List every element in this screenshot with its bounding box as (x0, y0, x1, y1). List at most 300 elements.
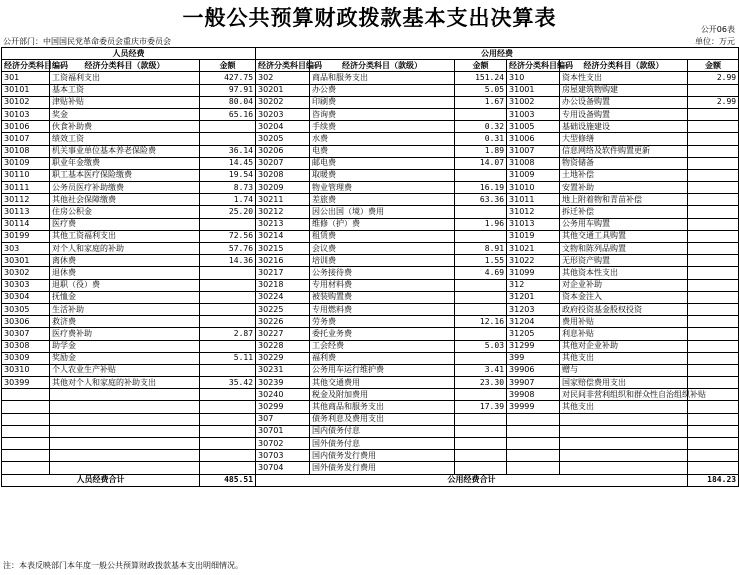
cell-amount: 0.31 (455, 133, 507, 145)
table-row (2, 145, 739, 157)
cell-code: 30310 (2, 364, 50, 376)
group-personnel-header: 人员经费 (2, 48, 256, 60)
table-row (2, 133, 739, 145)
cell-code: 30211 (256, 194, 310, 206)
cell-amount (455, 169, 507, 181)
cell-amount (455, 413, 507, 425)
cell-amount (688, 279, 739, 291)
cell-amount: 0.32 (455, 121, 507, 133)
cell-name: 退职（役）费 (50, 279, 200, 291)
cell-name: 税金及附加费用 (310, 389, 455, 401)
cell-name (560, 425, 688, 437)
table-row (2, 206, 739, 218)
cell-amount (688, 340, 739, 352)
cell-name: 其他支出 (560, 352, 688, 364)
cell-amount (455, 303, 507, 315)
cell-code: 30240 (256, 389, 310, 401)
cell-amount (455, 450, 507, 462)
cell-amount: 25.20 (200, 206, 256, 218)
cell-code: 30112 (2, 194, 50, 206)
cell-code: 30308 (2, 340, 50, 352)
cell-amount (688, 316, 739, 328)
cell-code: 30701 (256, 425, 310, 437)
cell-amount (688, 194, 739, 206)
cell-code: 30102 (2, 96, 50, 108)
cell-name: 印刷费 (310, 96, 455, 108)
cell-amount (200, 425, 256, 437)
cell-name: 其他资本性支出 (560, 267, 688, 279)
cell-amount (455, 352, 507, 364)
cell-code: 30215 (256, 243, 310, 255)
personnel-total-label: 人员经费合计 (2, 474, 200, 486)
cell-code: 31006 (507, 133, 560, 145)
cell-amount: 5.03 (455, 340, 507, 352)
cell-name: 医疗费补助 (50, 328, 200, 340)
cell-name: 邮电费 (310, 157, 455, 169)
cell-amount: 63.36 (455, 194, 507, 206)
cell-amount: 12.16 (455, 316, 507, 328)
cell-code: 31007 (507, 145, 560, 157)
cell-code: 30213 (256, 218, 310, 230)
cell-code: 31299 (507, 340, 560, 352)
table-row (2, 194, 739, 206)
col-code-header: 经济分类科目编码 (256, 60, 310, 72)
cell-amount: 14.07 (455, 157, 507, 169)
cell-name: 委托业务费 (310, 328, 455, 340)
cell-name: 文物和陈列品购置 (560, 243, 688, 255)
cell-amount (688, 438, 739, 450)
cell-name: 取暖费 (310, 169, 455, 181)
cell-name: 差旅费 (310, 194, 455, 206)
cell-amount (688, 352, 739, 364)
cell-name: 土地补偿 (560, 169, 688, 181)
cell-amount (688, 84, 739, 96)
group-public-header: 公用经费 (256, 48, 739, 60)
cell-code: 399 (507, 352, 560, 364)
col-name-header: 经济分类科目（款级） (310, 60, 455, 72)
cell-name: 大型修缮 (560, 133, 688, 145)
cell-code: 31009 (507, 169, 560, 181)
cell-name: 公务接待费 (310, 267, 455, 279)
table-row (2, 328, 739, 340)
cell-code: 30303 (2, 279, 50, 291)
cell-amount: 36.14 (200, 145, 256, 157)
cell-amount (455, 206, 507, 218)
cell-code: 30114 (2, 218, 50, 230)
cell-code: 30217 (256, 267, 310, 279)
cell-code (507, 438, 560, 450)
cell-amount (688, 182, 739, 194)
table-row (2, 157, 739, 169)
cell-name: 公务员医疗补助缴费 (50, 182, 200, 194)
department-label: 公开部门：中国国民党革命委员会重庆市委员会 (3, 37, 171, 46)
table-row (2, 413, 739, 425)
cell-code (507, 413, 560, 425)
cell-amount: 14.36 (200, 255, 256, 267)
table-row (2, 401, 739, 413)
cell-name: 手续费 (310, 121, 455, 133)
cell-code: 31011 (507, 194, 560, 206)
cell-name (50, 425, 200, 437)
cell-amount (688, 145, 739, 157)
cell-name: 安置补助 (560, 182, 688, 194)
cell-name (50, 401, 200, 413)
cell-amount (688, 291, 739, 303)
cell-code: 30110 (2, 169, 50, 181)
cell-name: 专用材料费 (310, 279, 455, 291)
form-code: 公开06表 (700, 25, 735, 34)
cell-name: 专用燃料费 (310, 303, 455, 315)
cell-code: 30225 (256, 303, 310, 315)
page-title: 一般公共预算财政拨款基本支出决算表 (182, 6, 557, 30)
cell-name: 拆迁补偿 (560, 206, 688, 218)
cell-amount (200, 450, 256, 462)
cell-code: 30399 (2, 377, 50, 389)
table-row (2, 316, 739, 328)
cell-code: 30113 (2, 206, 50, 218)
cell-name: 住房公积金 (50, 206, 200, 218)
cell-name: 对个人和家庭的补助 (50, 243, 200, 255)
cell-code: 301 (2, 72, 50, 84)
col-name-header: 经济分类科目（款级） (50, 60, 200, 72)
cell-name: 奖励金 (50, 352, 200, 364)
cell-amount (688, 133, 739, 145)
cell-amount: 97.91 (200, 84, 256, 96)
cell-name: 基本工资 (50, 84, 200, 96)
cell-amount (688, 218, 739, 230)
cell-amount (200, 218, 256, 230)
table-row (2, 243, 739, 255)
cell-name: 其他交通费用 (310, 377, 455, 389)
cell-name: 公务用车购置 (560, 218, 688, 230)
cell-amount (688, 169, 739, 181)
cell-name: 商品和服务支出 (310, 72, 455, 84)
cell-code: 30212 (256, 206, 310, 218)
cell-code: 30208 (256, 169, 310, 181)
cell-name: 对企业补助 (560, 279, 688, 291)
cell-code: 30231 (256, 364, 310, 376)
cell-name: 费用补贴 (560, 316, 688, 328)
cell-amount: 72.56 (200, 230, 256, 242)
cell-code: 30218 (256, 279, 310, 291)
cell-code: 30209 (256, 182, 310, 194)
cell-amount: 14.45 (200, 157, 256, 169)
cell-code: 30106 (2, 121, 50, 133)
cell-name (50, 438, 200, 450)
cell-amount: 8.91 (455, 243, 507, 255)
cell-code: 30703 (256, 450, 310, 462)
cell-name (560, 438, 688, 450)
cell-name (560, 462, 688, 474)
cell-name: 物业管理费 (310, 182, 455, 194)
expenditure-table (1, 47, 739, 487)
cell-code (2, 401, 50, 413)
cell-amount: 1.74 (200, 194, 256, 206)
cell-name: 个人农业生产补贴 (50, 364, 200, 376)
table-body (2, 72, 739, 474)
cell-amount (455, 389, 507, 401)
table-row (2, 462, 739, 474)
cell-name (560, 450, 688, 462)
cell-code: 30704 (256, 462, 310, 474)
cell-amount (200, 267, 256, 279)
cell-code: 30702 (256, 438, 310, 450)
cell-name: 利息补贴 (560, 328, 688, 340)
cell-amount: 3.41 (455, 364, 507, 376)
table-row (2, 255, 739, 267)
cell-name: 水费 (310, 133, 455, 145)
cell-amount (455, 328, 507, 340)
cell-code: 31201 (507, 291, 560, 303)
cell-amount: 57.76 (200, 243, 256, 255)
cell-name: 医疗费 (50, 218, 200, 230)
cell-code (507, 462, 560, 474)
table-row (2, 84, 739, 96)
cell-amount: 17.39 (455, 401, 507, 413)
cell-amount (200, 303, 256, 315)
col-amount-header: 金额 (455, 60, 507, 72)
cell-name: 救济费 (50, 316, 200, 328)
cell-code (2, 450, 50, 462)
cell-code: 31012 (507, 206, 560, 218)
cell-amount (200, 340, 256, 352)
cell-amount: 35.42 (200, 377, 256, 389)
cell-amount: 65.16 (200, 108, 256, 120)
cell-name: 地上附着物和青苗补偿 (560, 194, 688, 206)
cell-code: 303 (2, 243, 50, 255)
cell-code: 30216 (256, 255, 310, 267)
cell-name: 国外债务付息 (310, 438, 455, 450)
footnote: 注：本表反映部门本年度一般公共预算财政拨款基本支出明细情况。 (3, 561, 243, 570)
cell-name: 赠与 (560, 364, 688, 376)
cell-amount (688, 328, 739, 340)
cell-code: 312 (507, 279, 560, 291)
cell-amount (455, 438, 507, 450)
cell-code: 302 (256, 72, 310, 84)
cell-name: 离休费 (50, 255, 200, 267)
table-row (2, 121, 739, 133)
cell-name: 职业年金缴费 (50, 157, 200, 169)
cell-amount (200, 413, 256, 425)
cell-name: 其他对个人和家庭的补助支出 (50, 377, 200, 389)
cell-amount: 1.89 (455, 145, 507, 157)
cell-amount: 16.19 (455, 182, 507, 194)
table-row (2, 425, 739, 437)
cell-amount (200, 279, 256, 291)
cell-amount (688, 364, 739, 376)
cell-code: 39906 (507, 364, 560, 376)
cell-amount (688, 450, 739, 462)
cell-code (507, 425, 560, 437)
cell-name: 租赁费 (310, 230, 455, 242)
cell-code: 30206 (256, 145, 310, 157)
cell-name: 职工基本医疗保险缴费 (50, 169, 200, 181)
cell-code: 31204 (507, 316, 560, 328)
cell-code: 30302 (2, 267, 50, 279)
cell-amount: 19.54 (200, 169, 256, 181)
cell-name: 抚恤金 (50, 291, 200, 303)
cell-code: 30108 (2, 145, 50, 157)
col-amount-header: 金额 (200, 60, 256, 72)
cell-code: 31205 (507, 328, 560, 340)
table-row (2, 340, 739, 352)
cell-name: 机关事业单位基本养老保险费 (50, 145, 200, 157)
cell-code: 30205 (256, 133, 310, 145)
cell-amount (200, 291, 256, 303)
cell-name: 维修（护）费 (310, 218, 455, 230)
cell-name: 其他商品和服务支出 (310, 401, 455, 413)
cell-name: 国外债务发行费用 (310, 462, 455, 474)
cell-amount (688, 377, 739, 389)
cell-code (2, 438, 50, 450)
cell-name: 咨询费 (310, 108, 455, 120)
cell-amount (455, 230, 507, 242)
cell-code: 30299 (256, 401, 310, 413)
cell-code: 39999 (507, 401, 560, 413)
cell-name: 专用设备购置 (560, 108, 688, 120)
cell-name: 培训费 (310, 255, 455, 267)
cell-code: 30307 (2, 328, 50, 340)
cell-amount (455, 279, 507, 291)
cell-code: 30305 (2, 303, 50, 315)
cell-name: 其他社会保障缴费 (50, 194, 200, 206)
cell-amount: 1.67 (455, 96, 507, 108)
public-total-amount: 184.23 (688, 474, 739, 486)
cell-name: 无形资产购置 (560, 255, 688, 267)
cell-amount (688, 425, 739, 437)
cell-name: 生活补助 (50, 303, 200, 315)
cell-name: 国内债务发行费用 (310, 450, 455, 462)
cell-amount (200, 316, 256, 328)
cell-amount: 5.11 (200, 352, 256, 364)
cell-name (50, 462, 200, 474)
cell-name: 房屋建筑物购建 (560, 84, 688, 96)
cell-name: 信息网络及软件购置更新 (560, 145, 688, 157)
table-row (2, 72, 739, 84)
cell-code: 31013 (507, 218, 560, 230)
cell-name: 物资储备 (560, 157, 688, 169)
cell-code: 30207 (256, 157, 310, 169)
cell-name: 基础设施建设 (560, 121, 688, 133)
cell-name: 伙食补助费 (50, 121, 200, 133)
table-row (2, 438, 739, 450)
cell-amount (688, 462, 739, 474)
cell-name: 其他支出 (560, 401, 688, 413)
cell-amount (688, 303, 739, 315)
cell-code: 31099 (507, 267, 560, 279)
cell-code: 30103 (2, 108, 50, 120)
cell-code (2, 425, 50, 437)
cell-name: 其他交通工具购置 (560, 230, 688, 242)
cell-code: 30202 (256, 96, 310, 108)
cell-code: 30226 (256, 316, 310, 328)
cell-name: 绩效工资 (50, 133, 200, 145)
table-row (2, 108, 739, 120)
cell-code: 30204 (256, 121, 310, 133)
cell-code: 31021 (507, 243, 560, 255)
cell-code: 307 (256, 413, 310, 425)
cell-code: 30201 (256, 84, 310, 96)
cell-code: 31002 (507, 96, 560, 108)
cell-amount (688, 255, 739, 267)
cell-code: 30111 (2, 182, 50, 194)
cell-amount (200, 389, 256, 401)
cell-amount: 151.24 (455, 72, 507, 84)
cell-code: 31005 (507, 121, 560, 133)
col-amount-header: 金额 (688, 60, 739, 72)
cell-code: 30107 (2, 133, 50, 145)
cell-code: 31203 (507, 303, 560, 315)
cell-amount: 8.73 (200, 182, 256, 194)
cell-amount (688, 267, 739, 279)
table-row (2, 450, 739, 462)
cell-amount (688, 157, 739, 169)
public-total-label: 公用经费合计 (256, 474, 688, 486)
cell-code: 31001 (507, 84, 560, 96)
cell-name: 会议费 (310, 243, 455, 255)
cell-name: 办公设备购置 (560, 96, 688, 108)
cell-name: 退休费 (50, 267, 200, 279)
cell-amount: 2.99 (688, 72, 739, 84)
cell-amount: 5.05 (455, 84, 507, 96)
cell-code: 31010 (507, 182, 560, 194)
cell-name: 资本性支出 (560, 72, 688, 84)
cell-name: 助学金 (50, 340, 200, 352)
cell-amount (200, 462, 256, 474)
cell-name: 公务用车运行维护费 (310, 364, 455, 376)
cell-amount (455, 291, 507, 303)
cell-amount (200, 121, 256, 133)
table-row (2, 96, 739, 108)
cell-code (507, 450, 560, 462)
cell-name: 电费 (310, 145, 455, 157)
cell-amount (200, 401, 256, 413)
cell-code: 39908 (507, 389, 560, 401)
cell-code: 30109 (2, 157, 50, 169)
cell-amount: 80.04 (200, 96, 256, 108)
cell-amount: 1.55 (455, 255, 507, 267)
cell-amount (200, 133, 256, 145)
cell-amount: 1.96 (455, 218, 507, 230)
col-code-header: 经济分类科目编码 (2, 60, 50, 72)
cell-code: 30239 (256, 377, 310, 389)
cell-name: 政府投资基金股权投资 (560, 303, 688, 315)
cell-code: 39907 (507, 377, 560, 389)
table-row (2, 230, 739, 242)
unit-label: 单位：万元 (695, 37, 735, 46)
cell-code: 310 (507, 72, 560, 84)
cell-code: 30304 (2, 291, 50, 303)
cell-code: 30101 (2, 84, 50, 96)
table-row (2, 267, 739, 279)
cell-amount (688, 121, 739, 133)
cell-amount: 427.75 (200, 72, 256, 84)
cell-name: 工资福利支出 (50, 72, 200, 84)
cell-amount (455, 108, 507, 120)
cell-amount (688, 206, 739, 218)
cell-code: 31008 (507, 157, 560, 169)
cell-name: 津贴补贴 (50, 96, 200, 108)
cell-code: 30224 (256, 291, 310, 303)
cell-name: 福利费 (310, 352, 455, 364)
col-code-header: 经济分类科目编码 (507, 60, 560, 72)
cell-code: 30229 (256, 352, 310, 364)
table-row (2, 218, 739, 230)
cell-code (2, 389, 50, 401)
cell-code: 31003 (507, 108, 560, 120)
personnel-total-amount: 485.51 (200, 474, 256, 486)
cell-code: 30199 (2, 230, 50, 242)
